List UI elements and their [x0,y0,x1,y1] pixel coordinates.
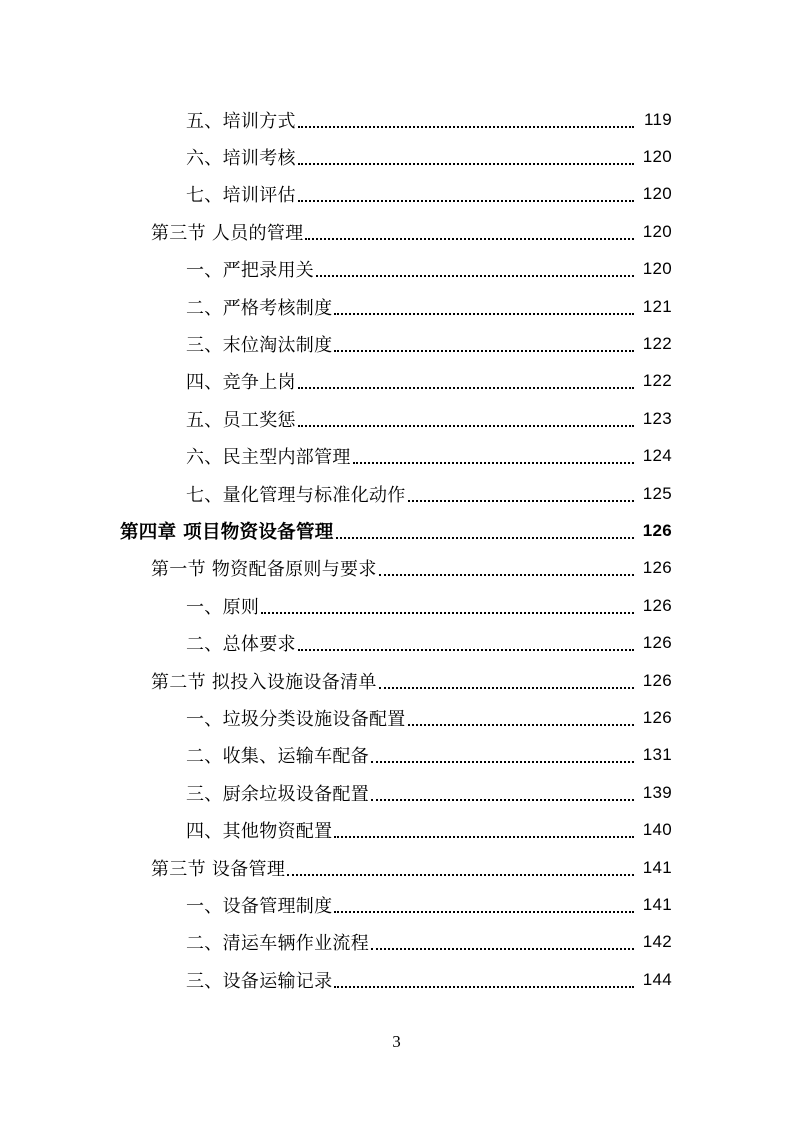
dot-leader [298,178,634,202]
toc-entry-page: 125 [642,483,672,503]
dot-leader [305,216,634,240]
dot-leader [371,739,634,763]
dot-leader [336,515,634,539]
toc-entry-page: 124 [642,446,672,466]
toc-entry[interactable] [0,774,793,811]
toc-entry[interactable] [0,587,793,624]
toc-entry-page: 140 [642,820,672,840]
toc-entry[interactable] [0,886,793,923]
table-of-contents [0,101,793,998]
toc-entry-page: 119 [643,109,672,129]
toc-entry-page: 126 [642,595,672,615]
dot-leader [334,889,634,913]
toc-entry-label: 二、总体要求 [186,634,296,656]
toc-entry-page: 141 [642,894,672,914]
toc-entry-label: 六、民主型内部管理 [186,447,351,469]
dot-leader [287,852,634,876]
dot-leader [298,627,634,651]
toc-entry[interactable] [0,961,793,998]
toc-entry[interactable] [0,811,793,848]
toc-entry-label: 五、员工奖惩 [186,409,296,431]
toc-entry-label: 五、培训方式 [186,110,296,132]
toc-entry[interactable] [0,737,793,774]
dot-leader [371,926,634,950]
toc-entry-label: 第三节 人员的管理 [151,222,304,244]
toc-entry[interactable] [0,176,793,213]
dot-leader [334,964,634,988]
toc-entry[interactable] [0,363,793,400]
toc-section-entry[interactable] [0,550,793,587]
toc-entry-page: 126 [642,707,672,727]
toc-entry[interactable] [0,325,793,362]
dot-leader [261,590,634,614]
toc-entry-label: 第四章 项目物资设备管理 [120,521,334,543]
toc-entry-page: 122 [642,371,672,391]
toc-entry-label: 三、末位淘汰制度 [186,335,333,357]
toc-entry[interactable] [0,475,793,512]
dot-leader [353,440,634,464]
toc-entry-label: 第二节 拟投入设施设备清单 [151,671,377,693]
dot-leader [371,777,634,801]
dot-leader [379,665,634,689]
toc-entry[interactable] [0,288,793,325]
toc-entry-label: 三、厨余垃圾设备配置 [186,783,369,805]
toc-entry-label: 一、原则 [186,596,260,618]
toc-entry-label: 二、严格考核制度 [186,297,333,319]
toc-entry-label: 四、其他物资配置 [186,821,333,843]
toc-entry-page: 144 [642,969,672,989]
toc-entry-page: 120 [642,184,672,204]
toc-section-entry[interactable] [0,213,793,250]
toc-section-entry[interactable] [0,662,793,699]
dot-leader [408,478,634,502]
toc-entry-label: 三、设备运输记录 [186,970,333,992]
toc-entry-page: 126 [642,633,672,653]
toc-entry-label: 第一节 物资配备原则与要求 [151,559,377,581]
toc-entry-page: 121 [642,296,672,316]
dot-leader [379,552,634,576]
toc-section-entry[interactable] [0,849,793,886]
toc-entry-label: 七、培训评估 [186,185,296,207]
dot-leader [334,291,634,315]
dot-leader [298,104,634,128]
toc-entry[interactable] [0,138,793,175]
dot-leader [298,365,634,389]
toc-entry-label: 第三节 设备管理 [151,858,286,880]
toc-entry-label: 六、培训考核 [186,148,296,170]
toc-entry-label: 一、垃圾分类设施设备配置 [186,708,406,730]
page-number: 3 [392,1032,401,1051]
toc-entry-page: 120 [642,259,672,279]
toc-entry-page: 126 [642,558,672,578]
toc-entry[interactable] [0,251,793,288]
dot-leader [334,814,634,838]
toc-entry-page: 126 [642,520,672,540]
toc-entry[interactable] [0,699,793,736]
dot-leader [298,403,634,427]
toc-entry-page: 120 [642,221,672,241]
dot-leader [334,328,634,352]
dot-leader [408,702,634,726]
toc-entry-page: 126 [642,670,672,690]
toc-entry-label: 二、收集、运输车配备 [186,746,369,768]
toc-entry-label: 一、设备管理制度 [186,895,333,917]
toc-entry[interactable] [0,924,793,961]
toc-entry-page: 142 [642,932,672,952]
toc-entry[interactable] [0,400,793,437]
toc-entry-page: 120 [642,147,672,167]
toc-entry-page: 131 [642,745,672,765]
toc-entry-label: 一、严把录用关 [186,260,315,282]
toc-entry-label: 四、竞争上岗 [186,372,296,394]
toc-entry-page: 139 [642,782,672,802]
toc-chapter-entry[interactable] [0,512,793,549]
toc-entry-page: 122 [642,334,672,354]
toc-entry-page: 141 [642,857,672,877]
dot-leader [316,253,634,277]
dot-leader [298,141,634,165]
toc-entry-label: 二、清运车辆作业流程 [186,933,369,955]
toc-entry[interactable] [0,101,793,138]
toc-entry-label: 七、量化管理与标准化动作 [186,484,406,506]
toc-entry[interactable] [0,438,793,475]
toc-entry-page: 123 [642,408,672,428]
toc-entry[interactable] [0,624,793,661]
